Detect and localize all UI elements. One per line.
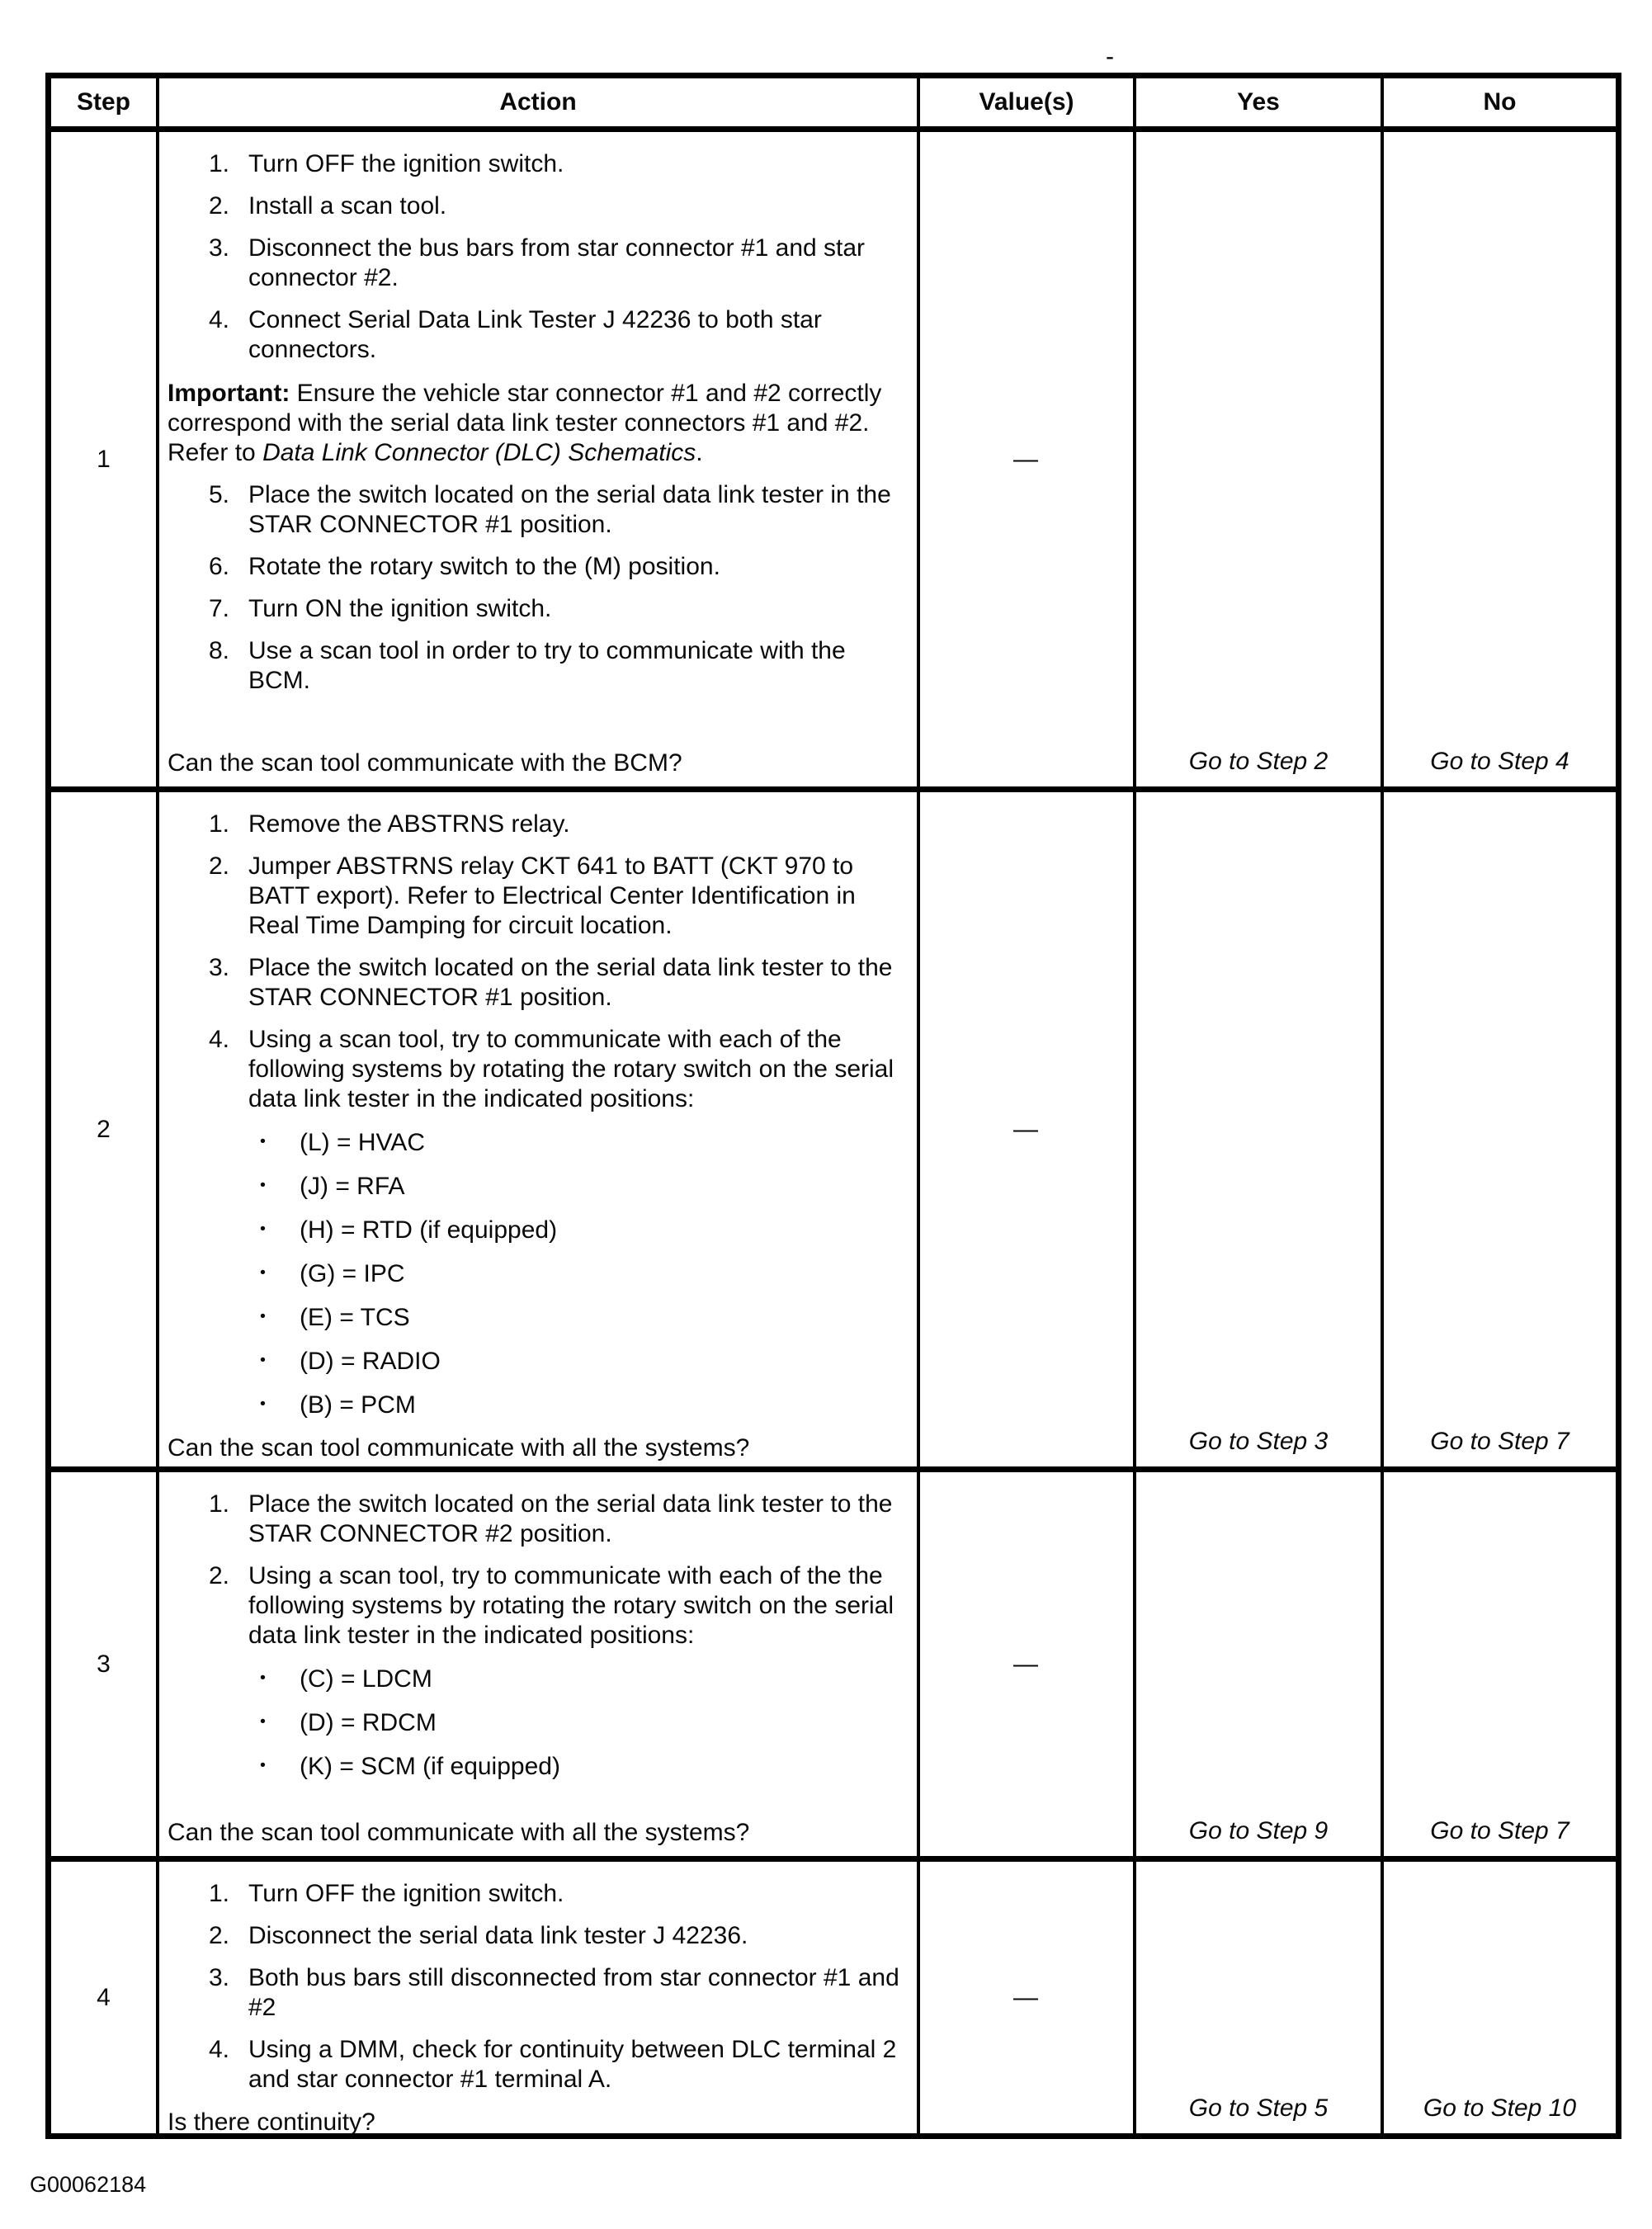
list-item-text: Install a scan tool.	[248, 192, 447, 220]
goto-yes: Go to Step 3	[1133, 786, 1381, 1466]
bullet-item	[168, 1216, 904, 1245]
important-reference: Data Link Connector (DLC) Schematics	[262, 439, 696, 466]
list-item-number: 6.	[209, 553, 230, 580]
list-item-text: Connect Serial Data Link Tester J 42236 to both star connectors.	[248, 306, 822, 363]
bullet-item	[168, 1752, 904, 1782]
header-cell-values: Value(s)	[917, 78, 1133, 126]
bullet-text: (J) = RFA	[300, 1173, 405, 1200]
list-item-text: Disconnect the serial data link tester J 42236.	[248, 1922, 748, 1949]
value-dash: —	[917, 1466, 1133, 1856]
list-item-number: 2.	[209, 852, 230, 880]
scan-artifact-dash: -	[1106, 43, 1114, 70]
action-list-item	[168, 810, 904, 839]
list-item-number: 1.	[209, 1490, 230, 1518]
value-dash: —	[917, 786, 1133, 1466]
bullet-text: (C) = LDCM	[300, 1665, 432, 1693]
bullet-item	[168, 1128, 904, 1158]
bullet-icon: •	[260, 1669, 266, 1687]
bullet-icon: •	[260, 1176, 266, 1194]
header-cell-action: Action	[156, 78, 917, 126]
step-number: 3	[51, 1466, 156, 1856]
step-number: 2	[51, 786, 156, 1466]
bullet-text: (E) = TCS	[300, 1304, 410, 1331]
action-list-item	[168, 552, 904, 582]
list-item-number: 1.	[209, 150, 230, 177]
bullet-icon: •	[260, 1756, 266, 1774]
list-item-text: Place the switch located on the serial data link tester in the STAR CONNECTOR #1 position.	[248, 481, 891, 538]
action-list-item	[168, 953, 904, 1013]
bullet-icon: •	[260, 1220, 266, 1238]
list-item-number: 2.	[209, 192, 230, 220]
list-item-text: Rotate the rotary switch to the (M) position.	[248, 553, 720, 580]
list-item-text: Turn OFF the ignition switch.	[248, 1880, 564, 1907]
list-item-number: 3.	[209, 1964, 230, 1991]
bullet-text: (D) = RADIO	[300, 1348, 441, 1375]
list-item-text: Using a scan tool, try to communicate with each of the following systems by rotating the rotary switch on the serial data link tester in the indicated positions:	[248, 1026, 894, 1112]
question-text: Is there continuity?	[168, 2109, 375, 2136]
action-list-item	[168, 1561, 904, 1650]
bullet-icon: •	[260, 1395, 266, 1413]
list-item-number: 4.	[209, 2036, 230, 2063]
action-list-item	[168, 234, 904, 293]
bullet-item	[168, 1347, 904, 1377]
bullet-icon: •	[260, 1351, 266, 1369]
bullet-icon: •	[260, 1307, 266, 1325]
figure-code: G00062184	[30, 2172, 147, 2197]
list-item-number: 3.	[209, 234, 230, 262]
question-text: Can the scan tool communicate with all the systems?	[168, 1819, 750, 1846]
list-item-number: 2.	[209, 1922, 230, 1949]
question-text: Can the scan tool communicate with all the systems?	[168, 1434, 750, 1462]
action-cell	[156, 1856, 917, 2136]
action-cell	[156, 1466, 917, 1856]
list-item-number: 1.	[209, 810, 230, 838]
bullet-icon: •	[260, 1132, 266, 1150]
bullet-item	[168, 1259, 904, 1289]
action-list-item	[168, 594, 904, 624]
action-list-item	[168, 305, 904, 365]
goto-yes: Go to Step 5	[1133, 1856, 1381, 2133]
bullet-item	[168, 1391, 904, 1420]
action-list-item	[168, 191, 904, 221]
list-item-number: 8.	[209, 637, 230, 664]
bullet-text: (L) = HVAC	[300, 1129, 425, 1156]
list-item-text: Turn OFF the ignition switch.	[248, 150, 564, 177]
important-text: Ensure the vehicle star connector #1 and #2 correctly correspond with the serial data link tester connectors #1 and #2. Refer to	[168, 380, 882, 466]
goto-no: Go to Step 4	[1381, 126, 1616, 786]
bullet-text: (H) = RTD (if equipped)	[300, 1216, 558, 1244]
bullet-item	[168, 1303, 904, 1333]
bullet-text: (D) = RDCM	[300, 1709, 437, 1736]
list-item-text: Use a scan tool in order to try to communicate with the BCM.	[248, 637, 846, 694]
goto-yes: Go to Step 9	[1133, 1466, 1381, 1856]
action-list-item	[168, 480, 904, 540]
bullet-text: (K) = SCM (if equipped)	[300, 1753, 560, 1780]
header-cell-step: Step	[76, 88, 130, 116]
list-item-text: Using a DMM, check for continuity between DLC terminal 2 and star connector #1 terminal A.	[248, 2036, 897, 2093]
bullet-icon: •	[260, 1712, 266, 1731]
list-item-text: Place the switch located on the serial data link tester to the STAR CONNECTOR #2 position.	[248, 1490, 893, 1547]
list-item-text: Jumper ABSTRNS relay CKT 641 to BATT (CKT 970 to BATT export). Refer to Electrical Center Identification in Real Time Damping for circuit location.	[248, 852, 856, 939]
goto-no: Go to Step 10	[1381, 1856, 1616, 2133]
bullet-text: (G) = IPC	[300, 1260, 405, 1287]
action-list-item	[168, 1921, 904, 1951]
header-cell-no: No	[1381, 78, 1616, 126]
important-tail: .	[696, 439, 703, 466]
goto-no: Go to Step 7	[1381, 1466, 1616, 1856]
list-item-text: Place the switch located on the serial data link tester to the STAR CONNECTOR #1 position.	[248, 954, 893, 1011]
question-text: Can the scan tool communicate with the BCM?	[168, 749, 682, 777]
list-item-number: 2.	[209, 1562, 230, 1589]
list-item-number: 5.	[209, 481, 230, 508]
diagnostic-table	[45, 73, 1621, 2139]
list-item-number: 4.	[209, 306, 230, 333]
value-dash: —	[917, 126, 1133, 786]
bullet-item	[168, 1708, 904, 1738]
action-list-item	[168, 1025, 904, 1114]
action-list-item	[168, 852, 904, 941]
action-list-item	[168, 1490, 904, 1549]
step-number: 1	[51, 126, 156, 786]
bullet-item	[168, 1665, 904, 1694]
list-item-number: 1.	[209, 1880, 230, 1907]
list-item-text: Both bus bars still disconnected from star connector #1 and #2	[248, 1964, 899, 2021]
goto-yes: Go to Step 2	[1133, 126, 1381, 786]
action-list-item	[168, 636, 904, 696]
list-item-text: Disconnect the bus bars from star connector #1 and star connector #2.	[248, 234, 866, 291]
value-dash: —	[917, 1856, 1133, 2133]
list-item-number: 4.	[209, 1026, 230, 1053]
important-label: Important:	[168, 380, 290, 407]
action-cell	[156, 786, 917, 1466]
goto-no: Go to Step 7	[1381, 786, 1616, 1466]
list-item-text: Using a scan tool, try to communicate with each of the the following systems by rotating the rotary switch on the serial data link tester in the indicated positions:	[248, 1562, 894, 1649]
action-list-item	[168, 1963, 904, 2023]
list-item-number: 7.	[209, 595, 230, 622]
list-item-text: Remove the ABSTRNS relay.	[248, 810, 570, 838]
action-list-item	[168, 1879, 904, 1909]
action-list-item	[168, 149, 904, 179]
step-number: 4	[51, 1856, 156, 2133]
bullet-text: (B) = PCM	[300, 1391, 416, 1419]
bullet-icon: •	[260, 1263, 266, 1282]
bullet-item	[168, 1172, 904, 1202]
header-cell-yes: Yes	[1133, 78, 1381, 126]
action-cell	[156, 126, 917, 786]
list-item-number: 3.	[209, 954, 230, 981]
list-item-text: Turn ON the ignition switch.	[248, 595, 552, 622]
important-note	[168, 379, 904, 468]
action-list-item	[168, 2035, 904, 2094]
